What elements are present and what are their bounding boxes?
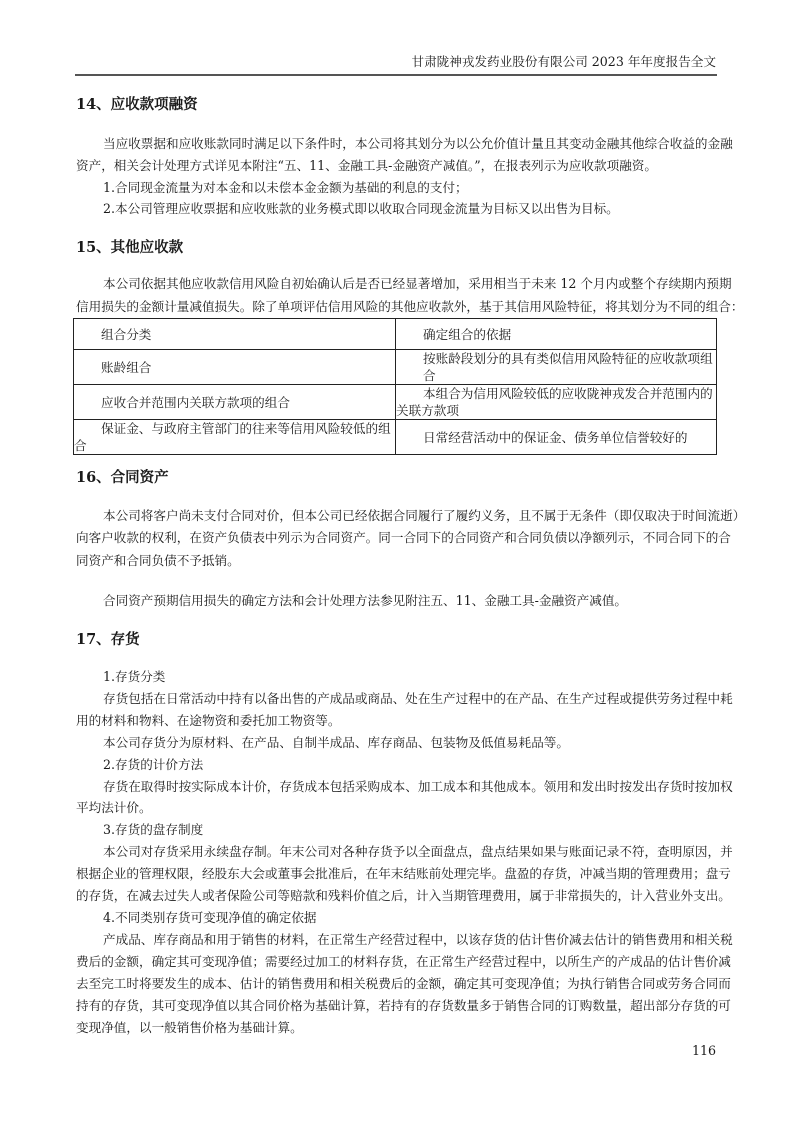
paragraph-line: 4.不同类别存货可变现净值的确定依据 — [103, 910, 317, 925]
paragraph-line: 持有的存货，其可变现净值以其合同价格为基础计算，若持有的存货数量多于销售合同的订购数量，超出部分存货的可 — [76, 998, 731, 1013]
section-heading-15: 15、其他应收款 — [76, 239, 184, 256]
paragraph-line: 存货包括在日常活动中持有以备出售的产成品或商品、处在生产过程中的在产品、在生产过程或提供劳务过程中耗 — [103, 691, 733, 706]
table-row — [74, 350, 717, 385]
paragraph-line: 1.存货分类 — [103, 669, 166, 684]
section-heading-14: 14、应收款项融资 — [76, 96, 198, 113]
portfolio-table — [73, 318, 717, 455]
section-heading-16: 16、合同资产 — [76, 469, 169, 486]
table-header-cell: 组合分类 — [74, 319, 396, 350]
paragraph-line: 本公司将客户尚未支付合同对价，但本公司已经依据合同履行了履约义务，且不属于无条件（即仅取决于时间流逝） — [103, 508, 746, 523]
table-row — [74, 420, 717, 455]
paragraph-line: 本公司依据其他应收款信用风险自初始确认后是否已经显著增加，采用相当于未来 12 个月内或整个存续期内预期 — [103, 276, 732, 291]
page-number: 116 — [691, 1043, 716, 1058]
table-row — [74, 385, 717, 420]
paragraph-line: 同资产和合同负债不予抵销。 — [76, 553, 240, 568]
paragraph-line: 变现净值，以一般销售价格为基础计算。 — [76, 1020, 303, 1035]
paragraph-line: 本公司对存货采用永续盘存制。年末公司对各种存货予以全面盘点，盘点结果如果与账面记录不符，查明原因，并 — [103, 844, 733, 859]
header-rule — [75, 74, 717, 76]
paragraph-line: 向客户收款的权利，在资产负债表中列示为合同资产。同一合同下的合同资产和合同负债以净额列示，不同合同下的合 — [76, 530, 731, 545]
paragraph-line: 平均法计价。 — [76, 800, 152, 815]
paragraph-line: 合同资产预期信用损失的确定方法和会计处理方法参见附注五、11、金融工具-金融资产减值。 — [103, 593, 628, 608]
paragraph-line: 2.本公司管理应收票据和应收账款的业务模式即以收取合同现金流量为目标又以出售为目标。 — [103, 201, 619, 216]
paragraph-line: 产成品、库存商品和用于销售的材料，在正常生产经营过程中，以该存货的估计售价减去估计的销售费用和相关税 — [103, 932, 733, 947]
paragraph-line: 根据企业的管理权限，经股东大会或董事会批准后，在年末结账前处理完毕。盘盈的存货，冲减当期的管理费用；盘亏 — [76, 866, 731, 881]
table-cell: 保证金、与政府主管部门的往来等信用风险较低的组合 — [74, 420, 396, 455]
section-heading-17: 17、存货 — [76, 631, 140, 648]
table-cell: 日常经营活动中的保证金、债务单位信誉较好的 — [396, 420, 717, 455]
paragraph-line: 2.存货的计价方法 — [103, 757, 204, 772]
paragraph-line: 存货在取得时按实际成本计价，存货成本包括采购成本、加工成本和其他成本。领用和发出时按发出存货时按加权 — [103, 779, 733, 794]
table-cell: 应收合并范围内关联方款项的组合 — [74, 385, 396, 420]
paragraph-line: 本公司存货分为原材料、在产品、自制半成品、库存商品、包装物及低值易耗品等。 — [103, 735, 569, 750]
paragraph-line: 信用损失的金额计量减值损失。除了单项评估信用风险的其他应收款外，基于其信用风险特征，将其划分为不同的组合： — [76, 299, 744, 314]
table-cell: 本组合为信用风险较低的应收陇神戎发合并范围内的关联方款项 — [396, 385, 717, 420]
page-header-title: 甘肃陇神戎发药业股份有限公司 2023 年年度报告全文 — [411, 54, 716, 69]
paragraph-line: 的存货，在减去过失人或者保险公司等赔款和残料价值之后，计入当期管理费用，属于非常损失的，计入营业外支出。 — [76, 888, 731, 903]
table-cell: 账龄组合 — [74, 350, 396, 385]
paragraph-line: 3.存货的盘存制度 — [103, 822, 204, 837]
paragraph-line: 当应收票据和应收账款同时满足以下条件时，本公司将其划分为以公允价值计量且其变动金融其他综合收益的金融 — [103, 136, 733, 151]
paragraph-line: 1.合同现金流量为对本金和以未偿本金金额为基础的利息的支付； — [103, 180, 468, 195]
paragraph-line: 资产，相关会计处理方式详见本附注“五、11、金融工具-金融资产减值。”，在报表列示为应收款项融资。 — [76, 158, 657, 173]
paragraph-line: 用的材料和物料、在途物资和委托加工物资等。 — [76, 713, 341, 728]
table-header-cell: 确定组合的依据 — [396, 319, 717, 350]
table-row — [74, 319, 717, 350]
table-cell: 按账龄段划分的具有类似信用风险特征的应收款项组合 — [396, 350, 717, 385]
paragraph-line: 费后的金额，确定其可变现净值；需要经过加工的材料存货，在正常生产经营过程中，以所生产的产成品的估计售价减 — [76, 954, 731, 969]
paragraph-line: 去至完工时将要发生的成本、估计的销售费用和相关税费后的金额，确定其可变现净值；为执行销售合同或劳务合同而 — [76, 976, 731, 991]
